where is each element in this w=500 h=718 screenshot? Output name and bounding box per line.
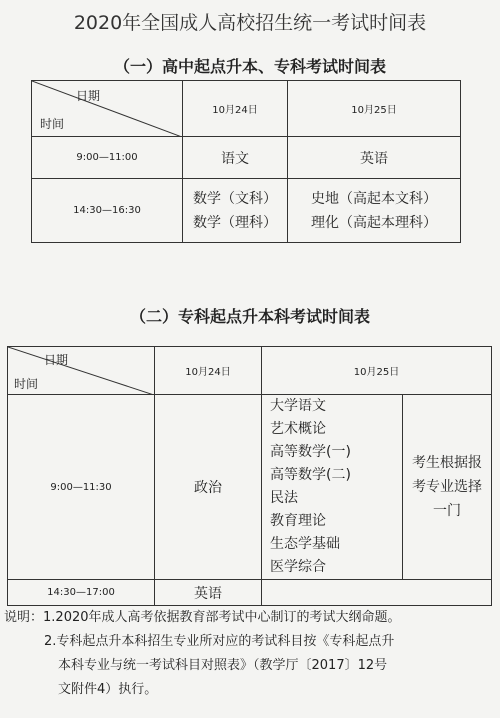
time-cell: 14:30—17:00 [8, 580, 155, 606]
header-diagonal-cell [32, 81, 183, 137]
date-label: 日期 [76, 89, 101, 103]
page-title: 2020年全国成人高校招生统一考试时间表 [73, 12, 427, 34]
subject-list-cell [262, 395, 403, 580]
subject-line: 艺术概论 [270, 421, 326, 437]
table-row [8, 580, 492, 606]
note-text: 1.2020年成人高考依据教育部考试中心制订的考试大纲命题。 [43, 610, 401, 625]
time-cell: 14:30—16:30 [32, 179, 183, 243]
table-row [32, 179, 461, 243]
day1-header: 10月24日 [183, 81, 288, 137]
subject-line: 教育理论 [270, 513, 326, 529]
time-cell: 9:00—11:30 [8, 395, 155, 580]
day2-header: 10月25日 [262, 347, 492, 395]
subject-cell [183, 179, 288, 243]
subject-line: 医学综合 [270, 559, 326, 575]
subject-line: 高等数学(一) [270, 444, 351, 460]
note-line: 一门 [433, 503, 461, 519]
header-diagonal-cell [8, 347, 155, 395]
subject-cell [288, 179, 461, 243]
section1-table [31, 80, 461, 243]
time-cell: 9:00—11:00 [32, 137, 183, 179]
table-row [8, 395, 492, 580]
subject-line: 理化（高起本理科） [311, 214, 437, 231]
note-item: 本科专业与统一考试科目对照表》（教学厅〔2017〕12号 [58, 658, 388, 673]
subject-cell: 英语 [288, 137, 461, 179]
section1-heading: （一）高中起点升本、专科考试时间表 [113, 57, 386, 76]
section2-table [7, 346, 492, 606]
subject-line: 数学（理科） [193, 214, 277, 231]
subject-line: 高等数学(二) [270, 467, 351, 483]
note-item [4, 606, 498, 630]
note-line: 考专业选择 [412, 479, 482, 495]
subject-cell: 政治 [155, 395, 262, 580]
section2-heading: （二）专科起点升本科考试时间表 [129, 307, 370, 326]
notes-label: 说明： [4, 610, 44, 625]
subject-line: 史地（高起本文科） [311, 190, 437, 207]
subject-line: 数学（文科） [193, 190, 277, 207]
subject-line: 民法 [270, 490, 298, 506]
day2-header: 10月25日 [288, 81, 461, 137]
note-item: 文附件4）执行。 [58, 682, 158, 697]
notes [4, 606, 498, 702]
time-label: 时间 [40, 117, 65, 131]
subject-cell: 英语 [155, 580, 262, 606]
table-row [32, 137, 461, 179]
date-label: 日期 [44, 353, 69, 367]
subject-line: 大学语文 [270, 398, 326, 414]
subject-cell [262, 580, 492, 606]
note-cell [403, 395, 492, 580]
subject-cell: 语文 [183, 137, 288, 179]
time-label: 时间 [14, 377, 39, 391]
note-line: 考生根据报 [412, 455, 482, 471]
subject-line: 生态学基础 [270, 536, 340, 552]
day1-header: 10月24日 [155, 347, 262, 395]
note-item: 2.专科起点升本科招生专业所对应的考试科目按《专科起点升 [44, 634, 395, 649]
